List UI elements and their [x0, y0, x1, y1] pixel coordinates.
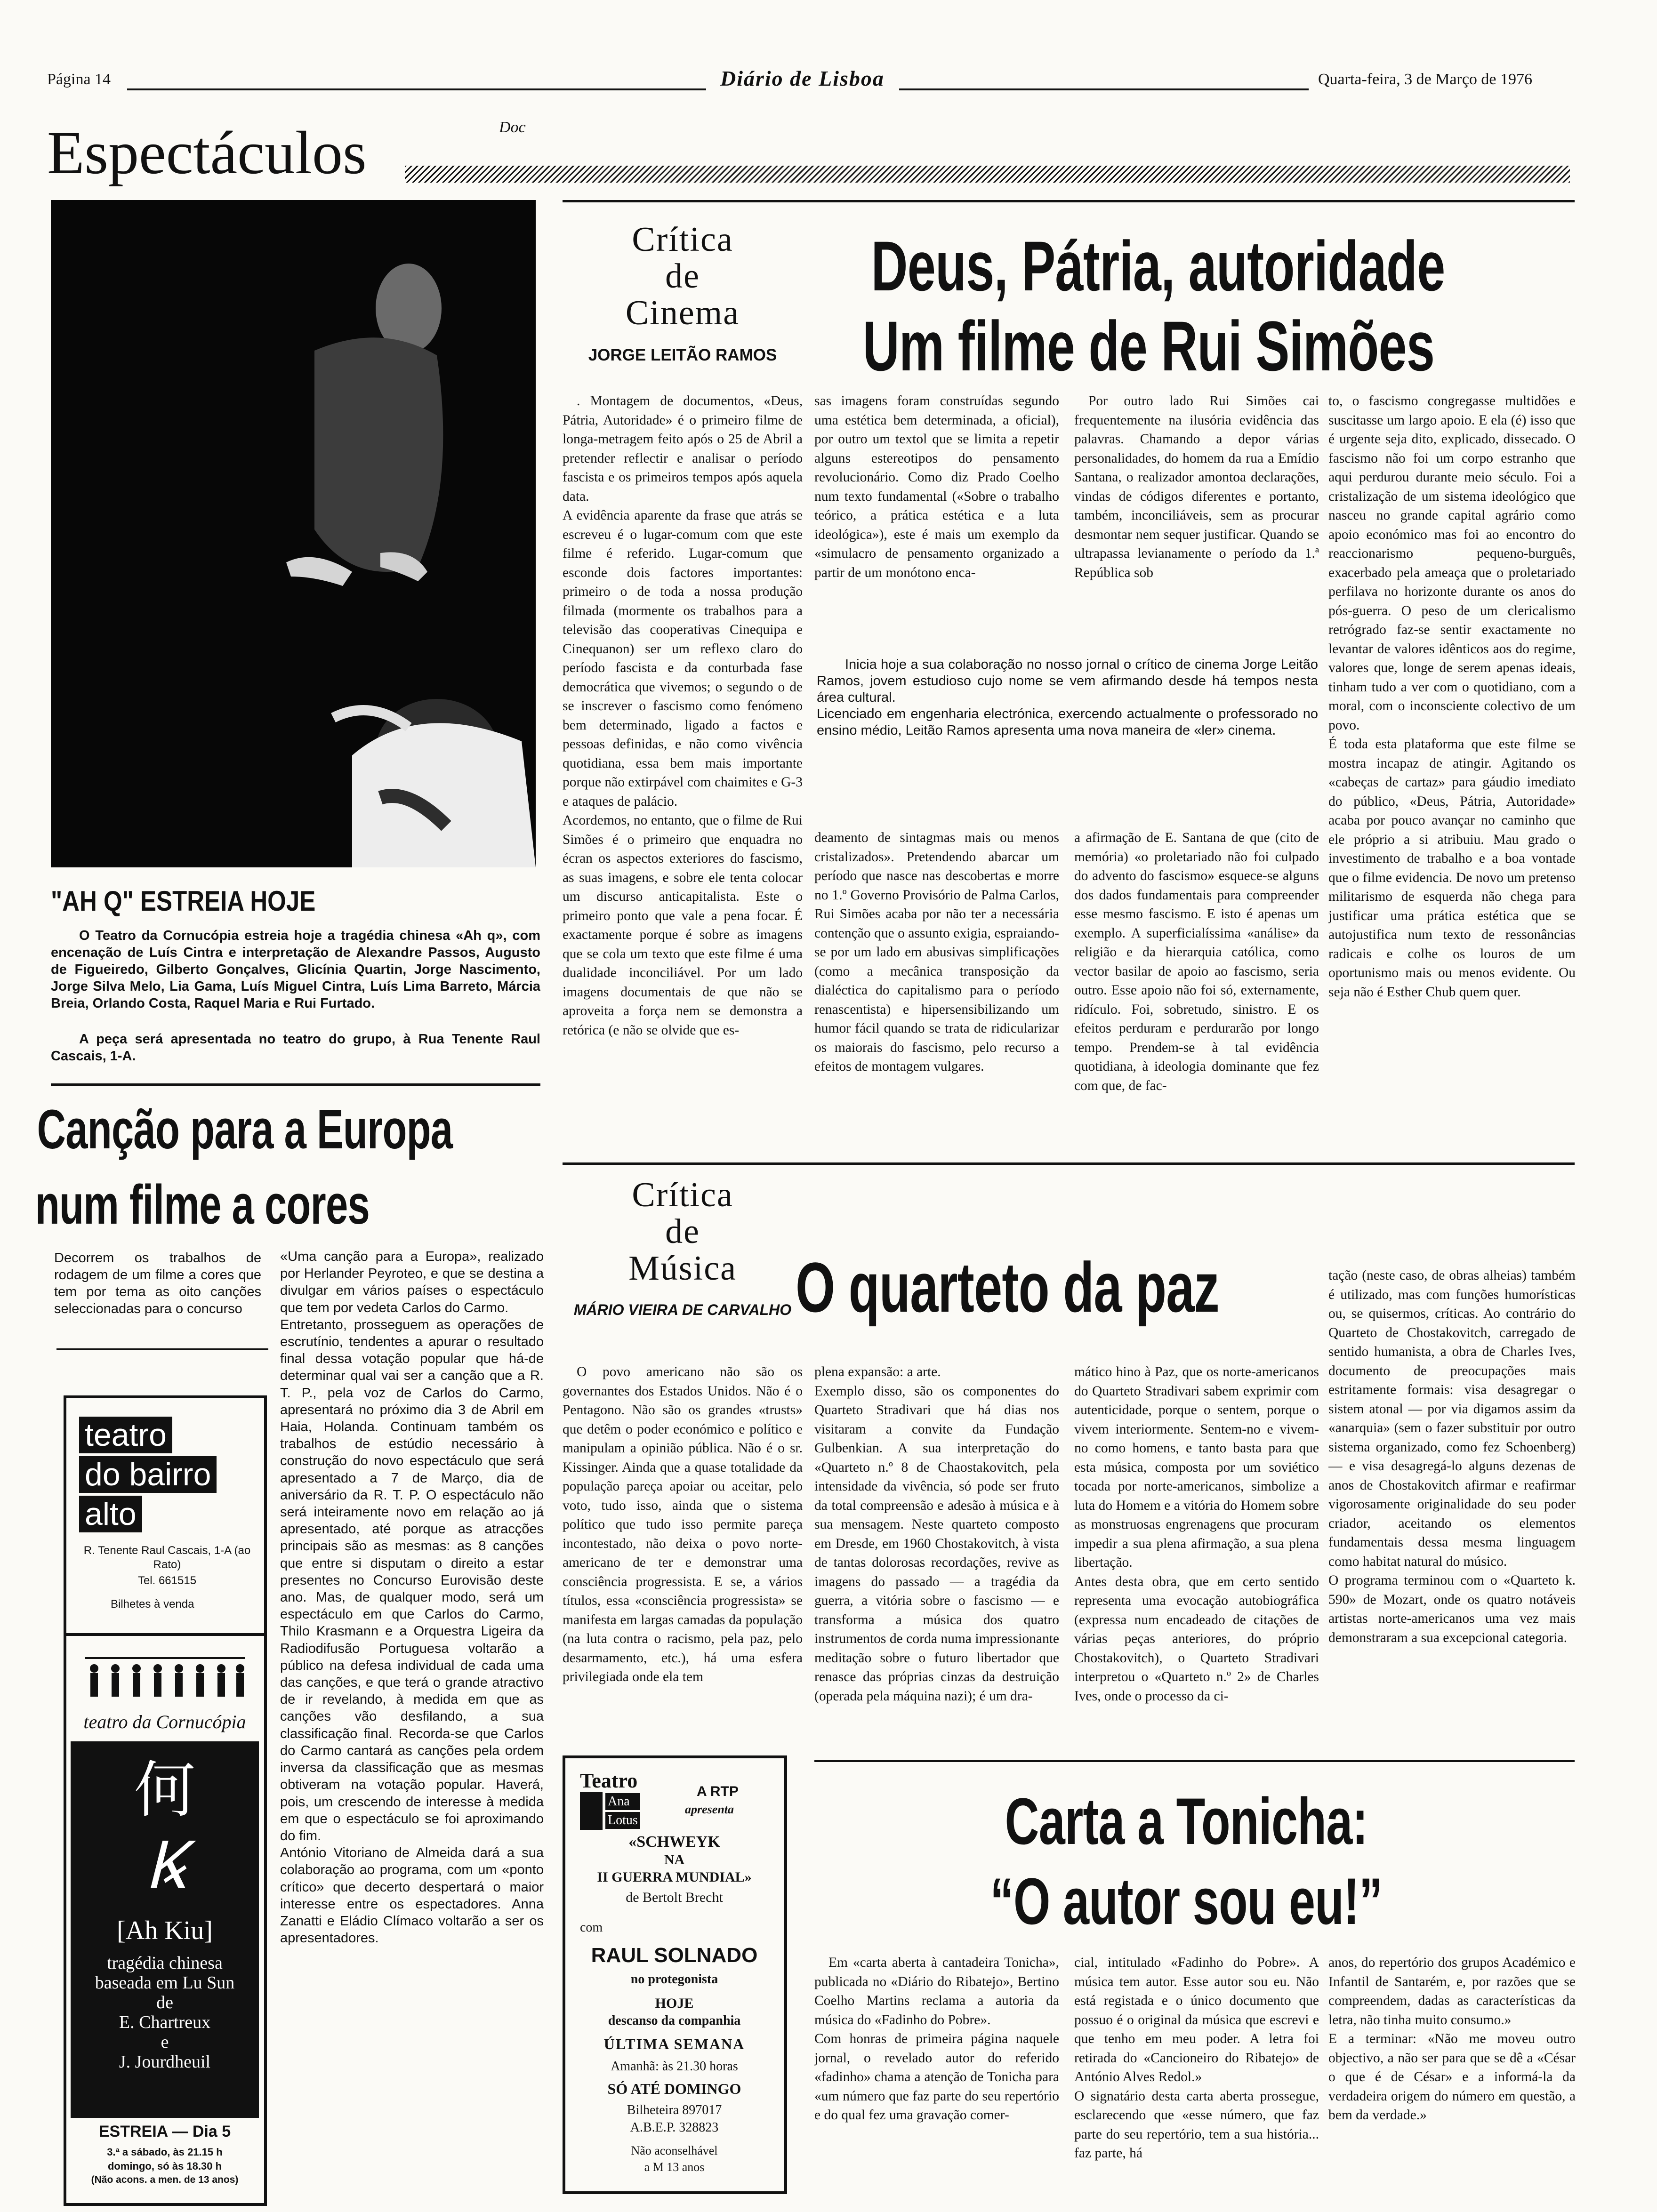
musica-label-1: Crítica [632, 1176, 733, 1214]
cancao-col1-divider [56, 1348, 268, 1350]
cornucopia-sub6: J. Jourdheuil [119, 2052, 211, 2072]
cornucopia-sub2: baseada em Lu Sun [95, 1973, 235, 1993]
schweyk-box: Bilheteira 897017 [627, 2103, 722, 2117]
musica-top-rule [563, 1162, 1575, 1165]
cornucopia-sub4: E. Chartreux [119, 2012, 211, 2032]
schweyk-play: «SCHWEYK [628, 1833, 720, 1851]
musica-col3: mático hino à Paz, que os norte-americanos do Quarteto Stradivari sabem exprimir com autenticidade, porque o sentem, porque o vivem interiormente. Sentem-no e vivem-no como homens, e tanto basta para que esta música, composta por um soviético tocada por norte-americanos, simbolize a luta do Homem e a vitória do Homem sobre as monstruosas engrenagens que procuram impedir a sua plena afirmação, a sua plena libertação. Antes desta obra, que em certo sentido representa uma evocação autobiográfica (expressa num encadeado de citações de várias peças anteriores, do próprio Chostakovitch), o Quarteto Stradivari interpretou o «Quarteto n.º 2» de Charles Ives, onde o processo da ci- [1074, 1364, 1319, 1704]
cornucopia-glyph-2 [71, 1831, 259, 1901]
cancao-col2: «Uma canção para a Europa», realizado por Herlander Peyroteo, e que se destina a divulgar em vários países o espectáculo que tem por vedeta Carlos do Carmo. Entretanto, prosseguem as operações de escrutínio, tendentes a apurar o resultado final dessa votação popular que há-de determinar qual vai ser a canção que a R. T. P., pela voz de Carlos do Carmo, apresentará no próximo dia 3 de Abril em Haia, Holanda. Continuam também os trabalhos de estúdio necessário à construção do novo espectáculo que será apresentado a 7 de Março, dia de aniversário da R. T. P. O espectáculo não será inteiramente novo em relação ao já apresentado, até porque as atracções principais são as mesmas: as 8 canções que entre si disputam o direito a estar presentes no Concurso Eurovisão deste ano. Mas, de qualquer modo, será um espectáculo em que Carlos do Carmo, Thilo Krasmann e a Orquestra Ligeira da Radiodifusão Portuguesa voltarão a público na defesa individual de cada uma das canções, e que terá o grande atractivo de ir revelando, à medida em que as canções vão desfilando, a sua classificação final. Recorda-se que Carlos do Carmo cantará as canções pela ordem inversa da classificação que as mesmas obtiveram na votação popular. Haverá, pois, um crescendo de interesse à medida em que o espectáculo se foi aproximando do fim. António Vitoriano de Almeida dará a sua colaboração ao programa, com um «ponto crítico» que decerto despertará o maior interesse entre os espectadores. Anna Zanatti e Eládio Clímaco voltarão a ser os apresentadores. [280, 1249, 544, 1946]
section-title: Espectáculos [47, 119, 367, 187]
photo-graphic [51, 200, 536, 867]
bairro-tickets: Bilhetes à venda [111, 1598, 194, 1611]
musica-col2: plena expansão: a arte. Exemplo disso, são os componentes do Quarteto Stradivari que há dias nos visitaram a convite da Fundação Gulbenkian. A sua interpretação do «Quarteto n.º 8 de Chaostakovitch, pela intensidade da vivência, só pode ser fruto da total compreensão e adesão à música e à sua mensagem. Neste quarteto composto em Dresde, em 1960 Chostakovitch, à vista de tantas dolorosas recordações, revive as imagens do passado — a tragédia da guerra, a vitória sobre o fascismo — e transforma a música dos quatro instrumentos de corda numa impressionante meditação sobre o futuro libertador que renasce das próprias cinzas da destruição (operada pela máquina nazi); é um dra- [814, 1364, 1059, 1704]
cancao-headline-1: Canção para a Europa [37, 1098, 453, 1161]
schweyk-na: NA [664, 1852, 685, 1867]
cornucopia-premiere: ESTREIA — Dia 5 [98, 2123, 231, 2140]
bairro-logo-line2: do bairro [79, 1456, 217, 1493]
carta-col3: anos, do repertório dos grupos Académico e Infantil de Santarém, e, por razões que se compreendem, dadas as características da letra, não tinha muito consumo.» E a terminar: «Não me moveu outro objectivo, a não ser para que se dê a «César o que é de César» e a informá-la da verdadeira origem do número em questão, a bem da verdade.» [1328, 1955, 1576, 2123]
section-hatch [405, 166, 1570, 183]
schweyk-rtp: A RTP [697, 1784, 739, 1799]
cinema-col1: . Montagem de documentos, «Deus, Pátria, Autoridade» é o primeiro filme de longa-metragem feito após o 25 de Abril a pretender reflectir e analisar o período fascista e os primeiros tempos após aquela data. A evidência aparente da frase que atrás se escreveu é o lugar-comum com que este filme é referido. Lugar-comum que esconde dois factores importantes: primeiro o de toda a nossa produção filmada (mormente os trabalhos para a televisão das cooperativas Cinequipa e Cinequanon) ser um reflexo claro do período fascista e da conturbada fase democrática que vivemos; o segundo o de se inscrever o fascismo como fenómeno bem determinado, ligado a factos e pessoas definidas, e não como vivência quotidiana, essa bem mais importante porque não extirpável com chaimites e G-3 e ataques de palácio. Acordemos, no entanto, que o filme de Rui Simões é o primeiro que enquadra no écran os aspectos exteriores do fascismo, as suas imagens, e sobre ele tenta colocar um discurso anticapitalista. Este o primeiro ponto que vale a pena focar. É exactamente porque é sobre as imagens que se cola um texto que este filme é uma dualidade inconciliável. Por um lado imagens documentais de que não se aproveita a força nem se demonstra a retórica (e não se olvide que es- [563, 393, 803, 1038]
schweyk-sunday: SÓ ATÉ DOMINGO [607, 2080, 741, 2097]
ahq-body: O Teatro da Cornucópia estreia hoje a tragédia chinesa «Ah q», com encenação de Luís Cintra e interpretação de Alexandre Passos, Augusto de Figueiredo, Gilberto Gonçalves, Glicínia Quartin, Jorge Nascimento, Jorge Silva Melo, Lia Gama, Luís Miguel Cintra, Luís Lima Barreto, Márcia Breia, Orlando Costa, Raquel Maria e Rui Furtado. [51, 928, 540, 1011]
schweyk-prot: no protegonista [630, 1972, 718, 1987]
cinema-col2b: deamento de sintagmas mais ou menos cristalizados». Pretendendo abarcar um período que nasce nas descobertas e morre no 1.º Governo Provisório de Palma Carlos, Rui Simões acaba por não ter a necessária contenção que o assunto exigia, espraiando-se por um lado em abusivas simplificações (como a mecânica transposição da dialéctica do capitalismo para o período renascentista) e hipersensibilizando um humor fácil quando se trata de ridicularizar os maiorais do fascismo, pelo recurso a efeitos de montagem vulgares. [814, 830, 1059, 1074]
cornucopia-figures-icon [80, 1650, 249, 1706]
schweyk-rtp-2: apresenta [685, 1803, 734, 1816]
cornucopia-times1: 3.ª a sábado, às 21.15 h [107, 2146, 223, 2158]
carta-col2: cial, intitulado «Fadinho do Pobre». A música tem autor. Esse autor sou eu. Não está registada e o único documento que possuo é o original da música que escrevi e que tenho em meu poder. A letra foi retirada do «Cancioneiro do Ribatejo» de António Alves Redol.» O signatário desta carta aberta prossegue, esclarecendo que «esse número, que faz parte do seu repertório, tem a sua história... faz parte, há [1074, 1955, 1319, 2161]
masthead-rule-right [899, 88, 1309, 90]
ahq-body2: A peça será apresentada no teatro do grupo, à Rua Tenente Raul Cascais, 1-A. [51, 1032, 540, 1064]
cornucopia-glyph-2-icon: Ꝃ [144, 1829, 185, 1902]
cinema-col2a: sas imagens foram construídas segundo uma estética bem determinada, a oficial), por outro um textol que se limita a repetir alguns estereotipos do pensamento revolucionário. Como diz Prado Coelho num texto fundamental («Sobre o trabalho teórico, a prática estética e a luta ideológica»), este é mais um exemplo da «simulacro de pensamento organizado a partir de um monótono enca- [814, 393, 1059, 580]
cinema-col3b: a afirmação de E. Santana de que (cito de memória) «o proletariado não foi culpado do advento do fascismo» esquece-se alguns dos dados fundamentais para compreender esse mesmo fascismo. E isto é apenas um exemplo. A superficialíssima «análise» da religião e da hierarquia católica, como vector basilar de apoio ao fascismo, seria outro. Esse apoio não foi só, externamente, ridículo. Foi, sobretudo, sinistro. E os efeitos perduram e perdurarão por longo tempo. Prendem-se à tal evidência quotidiana, à ideologia dominante que fez com que, de fac- [1074, 830, 1319, 1093]
cinema-label-3: Cinema [625, 294, 740, 332]
musica-label-3: Música [628, 1249, 737, 1288]
ahq-headline: "AH Q" ESTREIA HOJE [51, 885, 316, 917]
cinema-label-1: Crítica [632, 220, 733, 259]
schweyk-logo-block [580, 1792, 674, 1830]
cornucopia-logo: teatro da Cornucópia [83, 1711, 246, 1732]
cinema-headline-2: Um filme de Rui Simões [862, 306, 1435, 385]
schweyk-last: ÚLTIMA SEMANA [603, 2036, 745, 2052]
schweyk-logo-line1: Teatro [580, 1769, 638, 1792]
masthead [0, 0, 1657, 104]
schweyk-star: RAUL SOLNADO [591, 1944, 758, 1967]
schweyk-logo-bar [580, 1792, 603, 1830]
section-mark: Doc [499, 119, 526, 136]
ahq-divider [51, 1083, 540, 1086]
cornucopia-sub3: de [156, 1993, 173, 2012]
carta-headline-2: “O autor sou eu!” [990, 1864, 1383, 1938]
cornucopia-times2: domingo, só às 18.30 h [107, 2160, 222, 2172]
musica-col4: tação (neste caso, de obras alheias) também é utilizado, mas com funções humorísticas ou, se quisermos, críticas. Ao contrário do Quarteto de Chostakovitch, carregado de sentido humanista, a obra de Charles Ives, documento de preocupações mais estritamente formais: visa desagregar o sistem atonal — por via digamos assim da «anarquia» (sem o fazer substituir por outro sistema organizado, como fez Schoenberg) — e visa desagregá-lo alguns dezenas de anos de Chostakovitch afirmar e reafirmar vigorosamente originalidade do seu poder criador, aceitando os elementos fundamentais dessa mesma linguagem como habitat natural do músico. O programa terminou com o «Quarteto k. 590» de Mozart, onde os quatro notáveis artistas norte-americanos uma vez mais demonstraram a sua excepcional categoria. [1328, 1268, 1576, 1645]
schweyk-author: de Bertolt Brecht [626, 1890, 723, 1905]
cornucopia-sub1: tragédia chinesa [107, 1953, 223, 1973]
cancao-headline-2: num filme a cores [35, 1174, 370, 1236]
bairro-tel: Tel. 661515 [137, 1574, 197, 1587]
masthead-title: Diário de Lisboa [720, 66, 885, 90]
cornucopia-figures [80, 1650, 249, 1706]
cornucopia-glyph-icon: 何 [134, 1757, 195, 1825]
schweyk-logo-words [605, 1793, 640, 1829]
cinema-label-2: de [665, 257, 700, 296]
musica-col1: O povo americano não são os governantes dos Estados Unidos. Não é o Pentagono. Não são os grandes «trusts» que detêm o poder económico e político e manipulam a opinião pública. Não é o sr. Kissinger. Ainda que a quase totalidade da população pareça apoiar ou aceitar, pelo voto, tudo isso, ainda que o sistema político que tudo isso permite pareça incontestado, não deixa o povo norte-americano de ter e demonstrar uma consciência progressista. E se, a vários títulos, essa «consciência progressista» se manifesta em largas camadas da população (na luta contra o racismo, pela paz, pelo desarmamento, etc.), há uma esfera privilegiada onde ela tem [563, 1364, 803, 1684]
bairro-logo-line1: teatro [79, 1417, 172, 1453]
musica-headline: O quarteto da paz [796, 1248, 1219, 1327]
bairro-address: R. Tenente Raul Cascais, 1-A (ao Rato) [83, 1544, 251, 1571]
musica-bottom-rule [814, 1760, 1575, 1762]
schweyk-logo [580, 1770, 674, 1830]
cinema-col3a: Por outro lado Rui Simões cai frequentemente na ilusória evidência das palavras. Chamando a depor várias personalidades, do homem da rua a Emídio Santana, o realizador amontoa declarações, vindas de códigos diferentes e portanto, também, inconciliáveis, sem as procurar desmontar nem sequer justificar. Quando se ultrapassa levianamente o período da 1.ª República sob [1074, 393, 1319, 580]
cornucopia-sub5: e [161, 2032, 169, 2052]
schweyk-notrec: Não aconselhável [631, 2144, 718, 2157]
schweyk-com: com [580, 1920, 603, 1935]
carta-col1: Em «carta aberta à cantadeira Tonicha», publicada no «Diário do Ribatejo», Bertino Coelho Martins reclama a autoria da música do «Fadinho do Pobre». Com honras de primeira página naquele jornal, o revelado autor do referido «fadinho» chama a atenção de Tonicha para «um número que faz parte do seu repertório e do qual fez uma gravação comer- [814, 1955, 1059, 2123]
cinema-top-rule [563, 200, 1575, 202]
ad-divider [64, 1633, 266, 1636]
cornucopia-title: [Ah Kiu] [117, 1916, 213, 1945]
play-photo [51, 200, 536, 867]
schweyk-rest: descanso da companhia [608, 2013, 741, 2028]
musica-byline: MÁRIO VIEIRA DE CARVALHO [573, 1301, 792, 1318]
schweyk-abep: A.B.E.P. 328823 [630, 2120, 719, 2135]
cancao-col1: Decorrem os trabalhos de rodagem de um filme a cores que tem por tema as oito canções seleccionadas para o concurso [54, 1250, 261, 1316]
schweyk-logo-line3: Lotus [605, 1812, 640, 1829]
cinema-byline: JORGE LEITÃO RAMOS [588, 346, 777, 364]
cinema-intro: Inicia hoje a sua colaboração no nosso jornal o crítico de cinema Jorge Leitão Ramos, jovem estudioso cujo nome se vem afirmando desde há tempos nesta área cultural. Licenciado em engenharia electrónica, exercendo actualmente o professorado no ensino médio, Leitão Ramos apresenta uma nova maneira de «ler» cinema. [817, 657, 1318, 738]
schweyk-tomorrow: Amanhã: às 21.30 horas [611, 2059, 738, 2074]
bairro-logo [79, 1417, 217, 1532]
masthead-rule-left [127, 88, 706, 90]
schweyk-age: a M 13 anos [644, 2160, 705, 2174]
cinema-headline-1: Deus, Pátria, autoridade [871, 226, 1445, 305]
cinema-col4: to, o fascismo congregasse multidões e suscitasse um largo apoio. E ela (é) isso que é urgente seja dito, explicado, dissecado. O fascismo não foi um corpo estranho que aqui perdurou durante meio século. Foi a cristalização de um sistema ideológico que nasceu no grande capital agrário como apoio económico mas foi ao encontro do reaccionarismo pequeno-burguês, exacerbado pela ameaça que o proletariado perfilava no horizonte durante os anos do pós-guerra. O peso de um clericalismo retrógrado faz-se sentir exactamente no levantar de valores idênticos aos do regime, valores que, longe de serem apenas ideais, tinham tudo a ver com o quotidiano, com a moral, com o inconsciente colectivo de um povo. É toda esta plataforma que este filme se mostra incapaz de atingir. Agitando os «cabeças de cartaz» para gáudio imediato do público, «Deus, Pátria, Autoridade» acaba por pouco avançar no caminho que ele próprio a si atribuiu. Mau grado o investimento de trabalho e a boa vontade que o filme evidencia. De novo um pretenso militarismo de esquerda não chega para justificar uma prática estética que se autojustifica num texto de ressonâncias radicais e colhe os louros de um oportunismo mais ou menos evidente. Ou seja não é Esther Chub quem quer. [1328, 393, 1576, 1000]
carta-headline-1: Carta a Tonicha: [1005, 1784, 1368, 1858]
musica-label-2: de [665, 1212, 700, 1251]
bairro-logo-line3: alto [79, 1496, 142, 1532]
schweyk-logo-line2: Ana [605, 1793, 640, 1810]
masthead-date: Quarta-feira, 3 de Março de 1976 [1318, 71, 1533, 88]
schweyk-hoje: HOJE [655, 1996, 694, 2011]
page-number: Página 14 [47, 71, 111, 88]
cornucopia-age: (Não acons. a men. de 13 anos) [91, 2174, 239, 2185]
cornucopia-glyph [71, 1755, 259, 1826]
schweyk-war: II GUERRA MUNDIAL» [597, 1869, 752, 1885]
